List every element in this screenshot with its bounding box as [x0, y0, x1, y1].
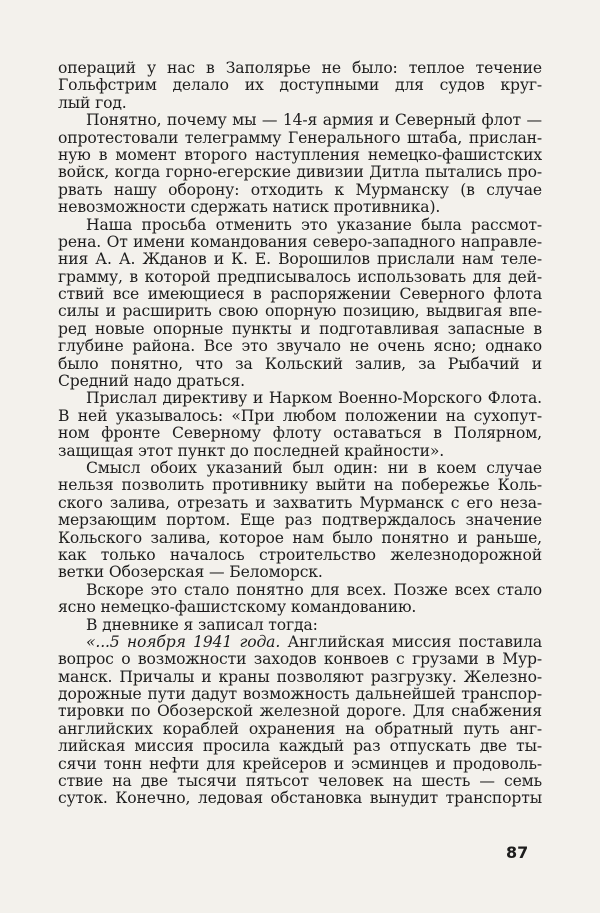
text-line: силы и расширить свою опорную позицию, выдвигая впе- [58, 302, 542, 321]
text-line: сячи тонн нефти для крейсеров и эсминцев и продоволь- [58, 754, 542, 773]
text-line: рвать нашу оборону: отходить к Мурманску (в случае [58, 180, 542, 199]
text-line: глубине района. Все это звучало не очень ясно; однако [58, 337, 542, 356]
text-line: ствие на две тысячи пятьсот человек на шесть — семь [58, 772, 542, 791]
text-line: Прислал директиву и Нарком Военно-Морского Флота. [86, 389, 542, 408]
text-line-rest: Английская миссия поставила [280, 632, 543, 651]
text-line: операций у нас в Заполярье не было: теплое течение [58, 59, 542, 77]
text-line: было понятно, что за Кольский залив, за Рыбачий и [58, 354, 542, 373]
text-line: ную в момент второго наступления немецко-фашистских [58, 145, 542, 164]
text-line: грамму, в которой предписывалось использовать для дей- [58, 267, 542, 286]
text-line: нельзя позволить противнику выйти на побережье Коль- [58, 476, 542, 495]
text-line: английских кораблей охранения на обратный путь анг- [58, 719, 542, 738]
text-line: В ней указывалось: «При любом положении на сухопут- [58, 406, 542, 425]
text-line: Кольского залива, которое нам было понятно и раньше, [58, 528, 542, 547]
text-line: Понятно, почему мы — 14-я армия и Северный флот — [86, 111, 542, 130]
text-line: дорожные пути дадут возможность дальнейшей транспор- [58, 685, 542, 704]
text-line: ясно немецко-фашистскому командованию. [58, 598, 417, 617]
text-line: манск. Причалы и краны позволяют разгрузку. Железно- [58, 667, 542, 686]
text-line: лийская миссия просила каждый раз отпускать две ты- [58, 737, 542, 756]
text-line: Смысл обоих указаний был один: ни в коем случае [86, 458, 542, 477]
text-line: мерзающим портом. Еще раз подтверждалось значение [58, 511, 542, 530]
text-line [58, 634, 542, 651]
text-line: как только началось строительство железнодорожной [58, 545, 542, 564]
text-line: рена. От имени командования северо-западного направле- [58, 232, 542, 251]
page-number: 87 [506, 843, 529, 862]
text-line: тировки по Обозерской железной дороге. Для снабжения [58, 702, 542, 721]
text-line: В дневнике я записал тогда: [86, 615, 318, 634]
text-line: Средний надо драться. [58, 372, 245, 391]
text-line: лый год. [58, 93, 127, 112]
text-line: ния А. А. Жданов и К. Е. Ворошилов прислали нам теле- [58, 250, 542, 269]
text-line: невозможности сдержать натиск противника). [58, 198, 441, 217]
text-line: ствий все имеющиеся в распоряжении Северного флота [58, 285, 542, 304]
text-line: ского залива, отрезать и захватить Мурманск с его неза- [58, 493, 542, 512]
text-line: Вскоре это стало понятно для всех. Позже всех стало [86, 580, 542, 599]
italic-date: «...5 ноября 1941 года. [86, 632, 281, 651]
text-line: войск, когда горно-егерские дивизии Дитла пытались про- [58, 163, 542, 182]
text-line: опротестовали телеграмму Генерального штаба, прислан- [58, 128, 542, 147]
text-line: ред новые опорные пункты и подготавливая запасные в [58, 319, 542, 338]
text-line: защищая этот пункт до последней крайности». [58, 441, 445, 460]
text-line: Наша просьба отменить это указание была рассмот- [86, 215, 542, 234]
text-line: ном фронте Северному флоту оставаться в Полярном, [58, 424, 542, 443]
text-line: суток. Конечно, ледовая обстановка вынудит транспорты [58, 789, 542, 808]
text-line: вопрос о возможности заходов конвоев с грузами в Мур- [58, 650, 542, 669]
text-line: Гольфстрим делало их доступными для судов круг- [58, 76, 542, 95]
text-line: ветки Обозерская — Беломорск. [58, 563, 323, 582]
page-text [58, 60, 542, 808]
